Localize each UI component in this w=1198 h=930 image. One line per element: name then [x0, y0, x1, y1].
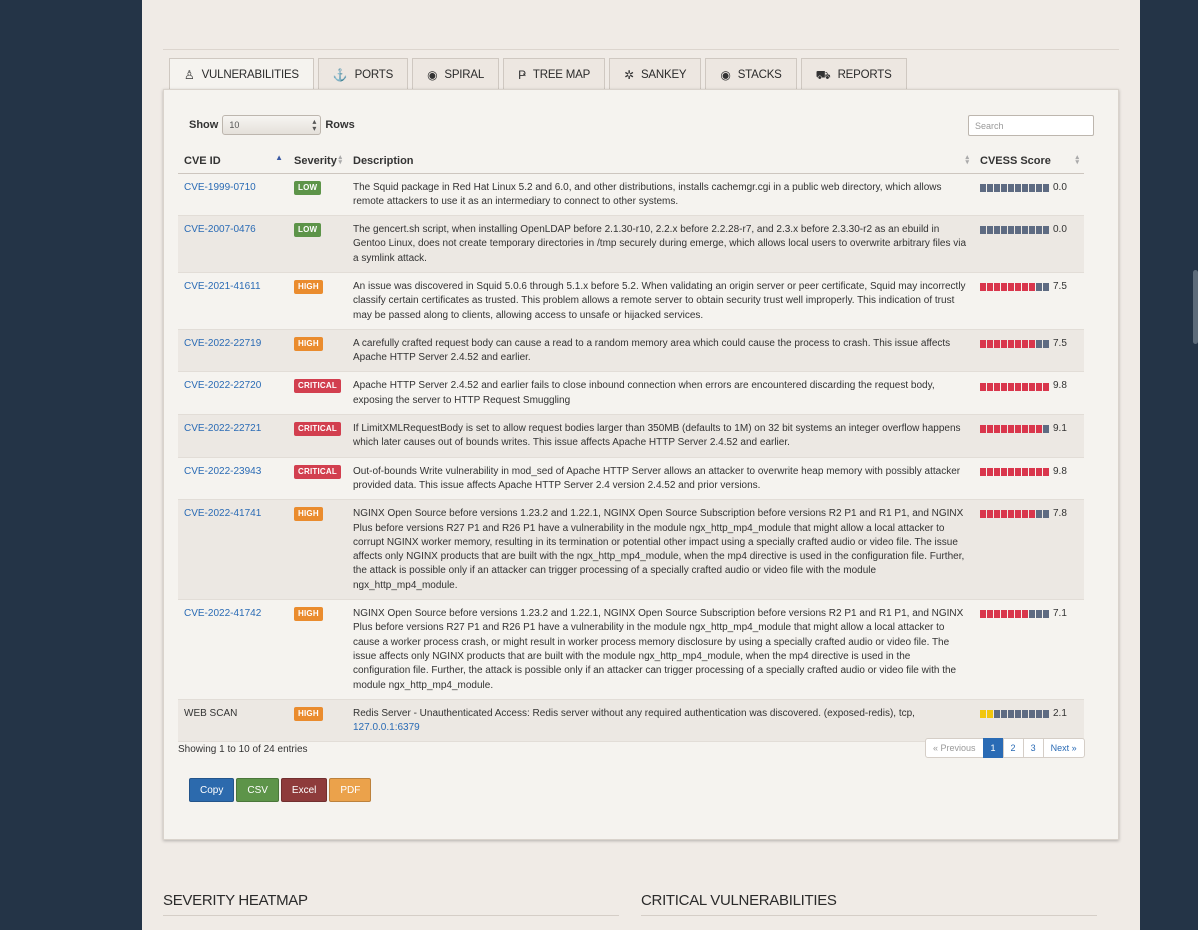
score-segment	[1029, 283, 1035, 291]
score-segment	[1022, 510, 1028, 518]
score-segment	[987, 226, 993, 234]
score-segment	[1015, 468, 1021, 476]
cve-id-cell	[178, 600, 288, 700]
score-segment	[1008, 468, 1014, 476]
description-cell	[347, 500, 974, 600]
score-segment	[980, 468, 986, 476]
description-cell	[347, 457, 974, 500]
score-cell	[974, 372, 1084, 415]
cve-link[interactable]: CVE-2022-41742	[184, 608, 262, 620]
score-segment	[987, 184, 993, 192]
score-segment	[994, 610, 1000, 618]
score-bar	[980, 226, 1049, 234]
description-text: NGINX Open Source before versions 1.23.2 and 1.22.1, NGINX Open Source Subscription before versions R2 P1 and R1 P1, and NGINX Plus before versions R27 P1 and R26 P1 have a vulnerability in the module ngx_http_mp4_module that might allow a local attacker to corrupt NGINX worker memory, resulting in its termination or potential other impact using a specially crafted audio or video file. The issue affects only NGINX products that are built with the ngx_http_mp4_module, when the mp4 directive is used in the configuration file. Further, the attack is possible only if an attacker can trigger processing of a specially crafted audio or video file with the module ngx_http_mp4_module.	[353, 508, 965, 591]
severity-cell	[288, 415, 347, 458]
severity-cell	[288, 329, 347, 372]
score-segment	[1008, 283, 1014, 291]
score-segment	[987, 425, 993, 433]
score-segment	[1029, 468, 1035, 476]
score-segment	[1043, 226, 1049, 234]
truck-icon: ⛟	[815, 67, 831, 82]
cve-id-cell	[178, 699, 288, 742]
score-segment	[1022, 184, 1028, 192]
tab-vulnerabilities[interactable]	[169, 58, 314, 91]
cve-link[interactable]: CVE-2022-22721	[184, 423, 262, 435]
pdf-button[interactable]: PDF	[329, 778, 371, 802]
tab-label: SPIRAL	[444, 68, 485, 81]
score-segment	[994, 283, 1000, 291]
bug-icon: ✲	[624, 67, 634, 82]
description-cell	[347, 173, 974, 216]
cve-link[interactable]: CVE-2022-22720	[184, 380, 262, 392]
score-segment	[1001, 283, 1007, 291]
page-2-button[interactable]: 2	[1003, 738, 1024, 758]
tab-bar	[169, 58, 907, 90]
score-segment	[1015, 510, 1021, 518]
anchor-icon: ⚓	[332, 67, 348, 82]
tab-stacks[interactable]	[705, 58, 796, 90]
score-segment	[1022, 340, 1028, 348]
score-display	[980, 607, 1078, 621]
score-segment	[1015, 283, 1021, 291]
score-segment	[1029, 610, 1035, 618]
show-label: Show	[189, 119, 219, 131]
description-text: NGINX Open Source before versions 1.23.2 and 1.22.1, NGINX Open Source Subscription before versions R2 P1 and R1 P1, and NGINX Plus before versions R27 P1 and R26 P1 have a vulnerability in the module ngx_http_mp4_module that might allow a local attacker to cause a worker process crash, or might result in worker process memory disclosure by using a specially crafted audio or video file. The issue affects only NGINX products that are built with the module ngx_http_mp4_module, when the mp4 directive is used in the configuration file. Further, the attack is possible only if an attacker can trigger processing of a specially crafted audio or video file with the module ngx_http_mp4_module.	[353, 608, 964, 691]
severity-cell	[288, 173, 347, 216]
score-segment	[1036, 610, 1042, 618]
score-display	[980, 422, 1078, 436]
score-segment	[1001, 510, 1007, 518]
severity-badge: CRITICAL	[294, 465, 341, 479]
score-segment	[1008, 226, 1014, 234]
tab-label: SANKEY	[640, 68, 687, 81]
score-bar	[980, 425, 1049, 433]
cve-id-cell	[178, 216, 288, 273]
score-segment	[1043, 184, 1049, 192]
page-3-button[interactable]: 3	[1023, 738, 1044, 758]
score-display	[980, 337, 1078, 351]
table-header-row	[178, 147, 1084, 173]
table-row	[178, 699, 1084, 742]
score-segment	[980, 184, 986, 192]
score-display	[980, 181, 1078, 195]
score-segment	[1001, 710, 1007, 718]
description-text: The Squid package in Red Hat Linux 5.2 and 6.0, and other distributions, installs cachemgr.cgi in a public web directory, which allows remote attackers to use it as an intermediary to connect to other systems.	[353, 181, 942, 207]
score-segment	[1015, 425, 1021, 433]
previous-page-button[interactable]: « Previous	[925, 738, 984, 758]
score-segment	[1022, 468, 1028, 476]
cve-link[interactable]: CVE-2022-22719	[184, 337, 262, 349]
divider	[163, 915, 619, 916]
tree-icon: Ҏ	[518, 67, 526, 82]
score-segment	[1029, 226, 1035, 234]
description-cell	[347, 372, 974, 415]
description-text: If LimitXMLRequestBody is set to allow request bodies larger than 350MB (defaults to 1M) on 32 bit systems an integer overflow happens which later causes out of bounds writes. This issue affects Apache HTTP Server 2.4.52 and earlier.	[353, 423, 961, 449]
score-segment	[1001, 184, 1007, 192]
severity-cell	[288, 272, 347, 329]
table-row	[178, 272, 1084, 329]
cve-id-cell	[178, 415, 288, 458]
score-cell	[974, 457, 1084, 500]
severity-cell	[288, 699, 347, 742]
score-segment	[1022, 283, 1028, 291]
header-cvess-score[interactable]: CVESS Score ▴ ▾	[974, 147, 1084, 173]
table-row	[178, 216, 1084, 273]
score-value: 2.1	[1053, 707, 1067, 719]
table-row	[178, 173, 1084, 216]
score-segment	[1001, 383, 1007, 391]
cve-link[interactable]: CVE-2022-41741	[184, 508, 262, 520]
score-segment	[980, 425, 986, 433]
score-segment	[1008, 383, 1014, 391]
score-display	[980, 379, 1078, 393]
tab-tree-map[interactable]	[503, 58, 605, 90]
score-bar	[980, 710, 1049, 718]
score-value: 9.8	[1053, 380, 1067, 392]
table-row	[178, 500, 1084, 600]
next-page-button[interactable]: Next »	[1043, 738, 1085, 758]
tab-ports[interactable]	[318, 58, 408, 90]
search-input[interactable]	[968, 115, 1094, 136]
score-segment	[1022, 383, 1028, 391]
score-segment	[1043, 425, 1049, 433]
score-segment	[980, 340, 986, 348]
description-text: Out-of-bounds Write vulnerability in mod_sed of Apache HTTP Server allows an attacker to overwrite heap memory with possibly attacker provided data. This issue affects Apache HTTP Server 2.4 version 2.4.52 and prior versions.	[353, 465, 961, 491]
score-segment	[994, 184, 1000, 192]
score-cell	[974, 699, 1084, 742]
score-segment	[1036, 710, 1042, 718]
table-row	[178, 600, 1084, 700]
score-segment	[1015, 610, 1021, 618]
score-segment	[1015, 340, 1021, 348]
severity-cell	[288, 216, 347, 273]
severity-cell	[288, 500, 347, 600]
sort-icon: ▴ ▾	[338, 154, 342, 166]
score-segment	[1001, 226, 1007, 234]
entries-info: Showing 1 to 10 of 24 entries	[178, 744, 308, 755]
score-segment	[1036, 184, 1042, 192]
score-segment	[1008, 710, 1014, 718]
score-segment	[1022, 710, 1028, 718]
score-segment	[1022, 226, 1028, 234]
score-value: 9.1	[1053, 423, 1067, 435]
severity-heatmap-title: SEVERITY HEATMAP	[163, 892, 308, 909]
description-text: A carefully crafted request body can cause a read to a random memory area which could cause the process to crash. This issue affects Apache HTTP Server 2.4.52 and earlier.	[353, 337, 951, 364]
tab-sankey[interactable]	[609, 58, 701, 90]
header-cve-id[interactable]: CVE ID ▲	[178, 147, 288, 173]
severity-badge: HIGH	[294, 280, 323, 294]
score-segment	[1036, 340, 1042, 348]
severity-cell	[288, 457, 347, 500]
score-value: 7.1	[1053, 608, 1067, 620]
score-segment	[987, 710, 993, 718]
score-segment	[994, 226, 1000, 234]
score-cell	[974, 329, 1084, 372]
score-value: 0.0	[1053, 181, 1067, 193]
select-arrows-icon: ▴ ▾	[312, 117, 317, 133]
score-cell	[974, 600, 1084, 700]
page-content	[142, 0, 1140, 930]
score-cell	[974, 173, 1084, 216]
right-gutter	[1140, 0, 1198, 930]
critical-vulnerabilities-title: CRITICAL VULNERABILITIES	[641, 892, 837, 909]
score-segment	[1043, 510, 1049, 518]
score-segment	[1036, 425, 1042, 433]
score-segment	[1029, 510, 1035, 518]
severity-badge: LOW	[294, 181, 321, 195]
cve-id-cell	[178, 457, 288, 500]
score-segment	[1043, 340, 1049, 348]
score-segment	[1036, 283, 1042, 291]
cve-id-cell	[178, 500, 288, 600]
csv-button[interactable]: CSV	[236, 778, 279, 802]
copy-button[interactable]: Copy	[189, 778, 234, 802]
score-display	[980, 707, 1078, 721]
score-segment	[1001, 468, 1007, 476]
score-segment	[1008, 510, 1014, 518]
description-cell	[347, 600, 974, 700]
severity-badge: CRITICAL	[294, 379, 341, 393]
divider	[163, 49, 1119, 50]
score-segment	[994, 510, 1000, 518]
export-buttons	[189, 778, 371, 802]
score-segment	[1036, 383, 1042, 391]
score-segment	[987, 283, 993, 291]
score-segment	[1015, 184, 1021, 192]
score-segment	[1008, 425, 1014, 433]
score-segment	[1029, 425, 1035, 433]
score-segment	[1043, 468, 1049, 476]
score-segment	[980, 283, 986, 291]
score-segment	[980, 383, 986, 391]
score-segment	[1029, 184, 1035, 192]
cve-id-cell	[178, 329, 288, 372]
score-bar	[980, 340, 1049, 348]
severity-badge: HIGH	[294, 707, 323, 721]
tab-label: PORTS	[354, 68, 394, 81]
score-segment	[1008, 340, 1014, 348]
score-value: 9.8	[1053, 465, 1067, 477]
rows-select[interactable]	[222, 115, 321, 135]
score-segment	[1001, 610, 1007, 618]
score-value: 7.5	[1053, 337, 1067, 349]
score-segment	[1043, 283, 1049, 291]
severity-badge: HIGH	[294, 507, 323, 521]
score-segment	[987, 610, 993, 618]
score-segment	[1022, 425, 1028, 433]
host-link[interactable]: 127.0.0.1:6379	[353, 722, 420, 734]
severity-badge: LOW	[294, 223, 321, 237]
score-segment	[1008, 610, 1014, 618]
rows-label: Rows	[325, 119, 355, 131]
score-display	[980, 465, 1078, 479]
description-text: Redis Server - Unauthenticated Access: Redis server without any required authentication was discovered. (exposed-redis), tcp,	[353, 707, 915, 719]
linux-icon: ♙	[184, 68, 195, 82]
table-row	[178, 329, 1084, 372]
score-segment	[1015, 383, 1021, 391]
description-text: The gencert.sh script, when installing OpenLDAP before 2.1.30-r10, 2.2.x before 2.2.28-r7, and 2.3.x before 2.3.30-r2 as an ebuild in Gentoo Linux, does not create temporary directories in /tmp securely during emerge, which allows local users to overwrite arbitrary files via a symlink attack.	[353, 224, 967, 264]
score-segment	[987, 340, 993, 348]
table-row	[178, 415, 1084, 458]
score-bar	[980, 184, 1049, 192]
score-segment	[994, 425, 1000, 433]
score-segment	[980, 510, 986, 518]
description-cell	[347, 329, 974, 372]
tab-reports[interactable]	[801, 58, 907, 90]
pagination	[926, 738, 1085, 758]
eye-icon: ◉	[720, 67, 731, 82]
score-value: 0.0	[1053, 224, 1067, 236]
tab-label: TREE MAP	[532, 68, 591, 81]
tab-label: STACKS	[737, 68, 782, 81]
score-segment	[1043, 383, 1049, 391]
score-bar	[980, 510, 1049, 518]
score-segment	[994, 383, 1000, 391]
score-segment	[987, 468, 993, 476]
score-bar	[980, 383, 1049, 391]
description-text: Apache HTTP Server 2.4.52 and earlier fails to close inbound connection when errors are encountered discarding the request body, exposing the server to HTTP Request Smuggling	[353, 380, 935, 406]
sort-icon: ▴ ▾	[1075, 154, 1079, 166]
header-description[interactable]: Description ▴ ▾	[347, 147, 974, 173]
cve-link[interactable]: CVE-1999-0710	[184, 181, 256, 193]
cve-id-cell	[178, 173, 288, 216]
score-cell	[974, 415, 1084, 458]
cve-id-cell	[178, 272, 288, 329]
score-segment	[1036, 468, 1042, 476]
score-cell	[974, 500, 1084, 600]
score-segment	[1001, 340, 1007, 348]
score-segment	[987, 510, 993, 518]
table-row	[178, 457, 1084, 500]
score-segment	[994, 468, 1000, 476]
description-cell	[347, 415, 974, 458]
scan-source: WEB SCAN	[184, 707, 238, 719]
table-row	[178, 372, 1084, 415]
score-segment	[1029, 383, 1035, 391]
score-segment	[1015, 226, 1021, 234]
cve-id-cell	[178, 372, 288, 415]
rows-per-page-control	[189, 115, 355, 135]
sort-icon: ▴ ▾	[965, 154, 969, 166]
score-value: 7.8	[1053, 508, 1067, 520]
score-bar	[980, 283, 1049, 291]
score-cell	[974, 272, 1084, 329]
tab-spiral[interactable]	[412, 58, 499, 90]
severity-badge: CRITICAL	[294, 422, 341, 436]
score-segment	[980, 710, 986, 718]
vulnerabilities-panel	[163, 89, 1119, 840]
score-segment	[1036, 510, 1042, 518]
cve-link[interactable]: CVE-2021-41611	[184, 280, 261, 292]
score-segment	[1022, 610, 1028, 618]
severity-badge: HIGH	[294, 607, 323, 621]
description-cell	[347, 216, 974, 273]
score-display	[980, 223, 1078, 237]
score-segment	[994, 710, 1000, 718]
score-segment	[1015, 710, 1021, 718]
score-segment	[1029, 340, 1035, 348]
rows-select-value: 10	[229, 120, 240, 130]
score-segment	[994, 340, 1000, 348]
tab-label: REPORTS	[837, 68, 892, 81]
score-bar	[980, 610, 1049, 618]
score-segment	[1008, 184, 1014, 192]
sort-asc-icon: ▲	[275, 153, 283, 162]
cve-link[interactable]: CVE-2007-0476	[184, 224, 256, 236]
score-cell	[974, 216, 1084, 273]
spiral-icon: ◉	[427, 67, 438, 82]
score-segment	[1043, 610, 1049, 618]
score-bar	[980, 468, 1049, 476]
score-segment	[980, 226, 986, 234]
description-text: An issue was discovered in Squid 5.0.6 through 5.1.x before 5.2. When validating an origin server or peer certificate, Squid may incorrectly classify certain certificates as trusted. This problem allows a remote server to obtain security trust well improperly. This indication of trust may be passed along to clients, allowing access to unsafe or hijacked services.	[353, 280, 966, 321]
severity-cell	[288, 600, 347, 700]
score-segment	[1029, 710, 1035, 718]
score-segment	[987, 383, 993, 391]
tab-label: VULNERABILITIES	[201, 69, 299, 81]
severity-cell	[288, 372, 347, 415]
page-1-button[interactable]: 1	[983, 738, 1004, 758]
score-segment	[1043, 710, 1049, 718]
scrollbar-thumb[interactable]	[1193, 270, 1198, 344]
excel-button[interactable]: Excel	[281, 778, 327, 802]
score-value: 7.5	[1053, 280, 1067, 292]
score-segment	[1036, 226, 1042, 234]
score-display	[980, 280, 1078, 294]
vulnerabilities-table	[178, 147, 1084, 742]
description-cell	[347, 272, 974, 329]
divider	[641, 915, 1097, 916]
score-display	[980, 507, 1078, 521]
cve-link[interactable]: CVE-2022-23943	[184, 465, 262, 477]
severity-badge: HIGH	[294, 337, 323, 351]
score-segment	[1001, 425, 1007, 433]
header-severity[interactable]: Severity ▴ ▾	[288, 147, 347, 173]
score-segment	[980, 610, 986, 618]
description-cell	[347, 699, 974, 742]
